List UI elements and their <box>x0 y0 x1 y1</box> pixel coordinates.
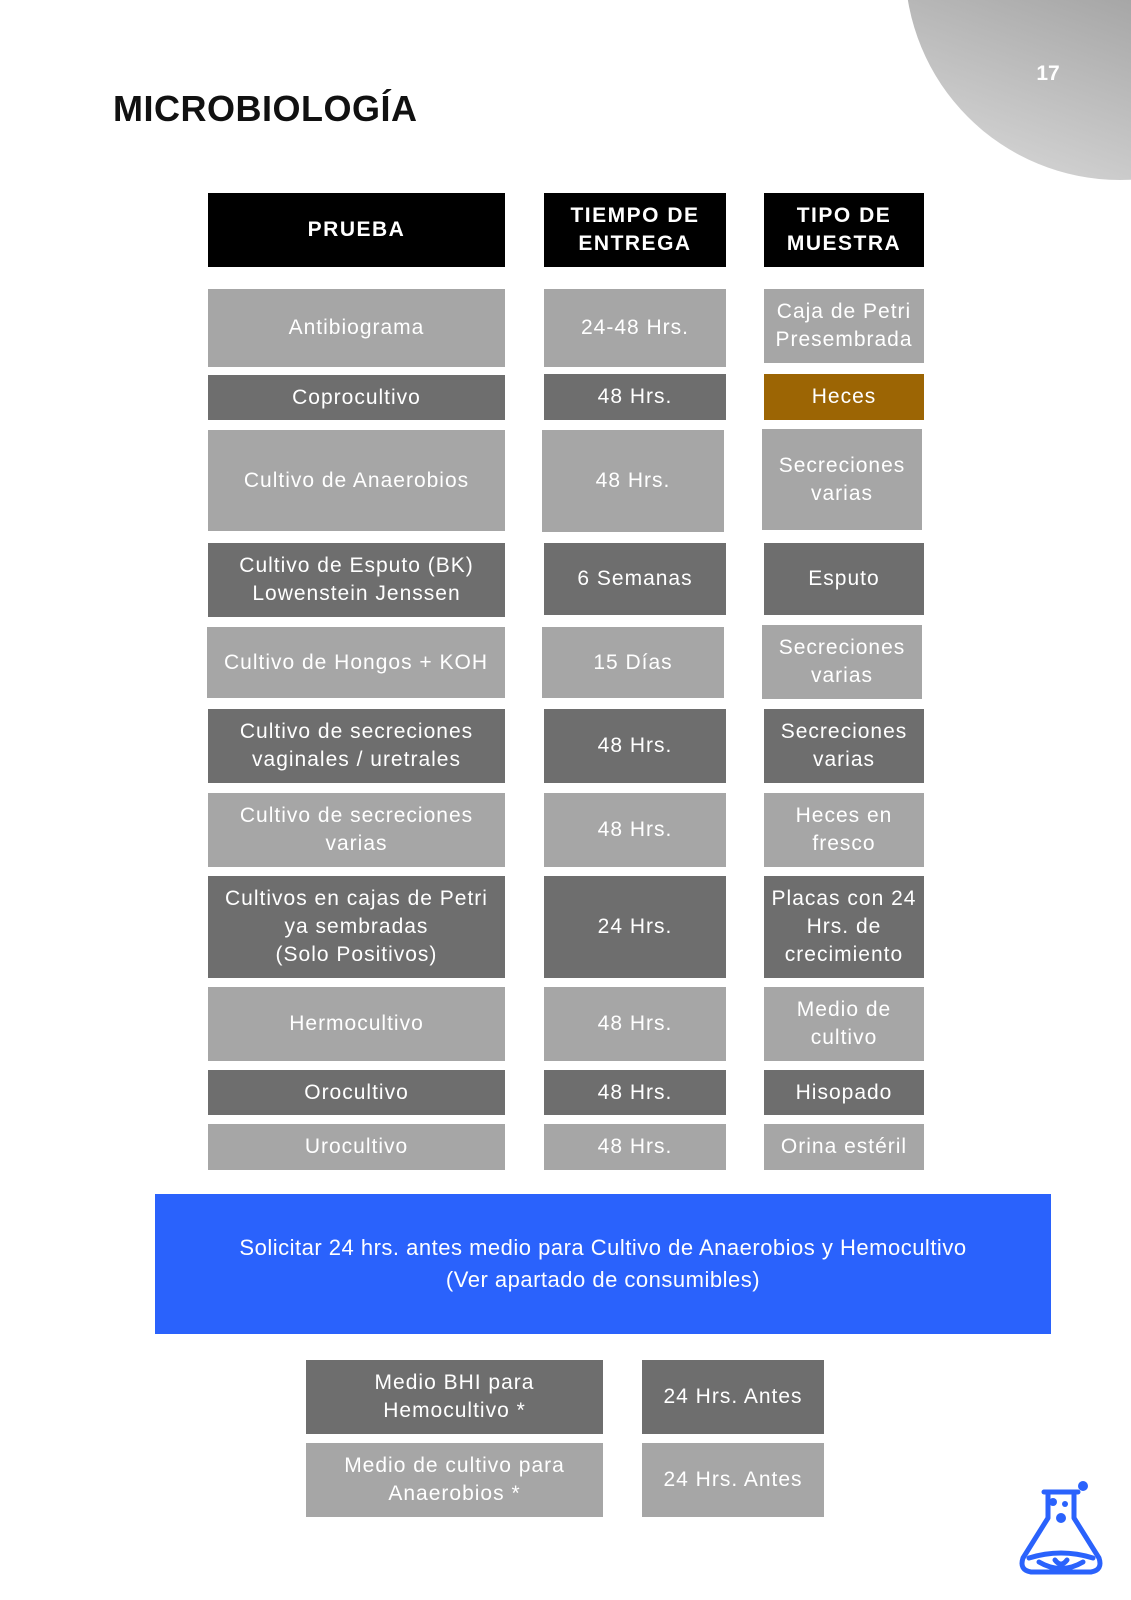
table-cell-muestra: Secreciones varias <box>762 625 922 699</box>
table-cell-prueba: Orocultivo <box>208 1070 505 1115</box>
consumable-tiempo: 24 Hrs. Antes <box>642 1443 824 1517</box>
table-cell-tiempo: 48 Hrs. <box>544 987 726 1061</box>
lab-flask-icon <box>1015 1478 1107 1580</box>
table-cell-muestra: Medio de cultivo <box>764 987 924 1061</box>
table-cell-muestra: Heces en fresco <box>764 793 924 867</box>
table-cell-prueba: Cultivo de secreciones vaginales / uretrales <box>208 709 505 783</box>
table-cell-muestra: Caja de Petri Presembrada <box>764 289 924 363</box>
table-cell-tiempo: 48 Hrs. <box>544 793 726 867</box>
table-cell-tiempo: 6 Semanas <box>544 543 726 615</box>
table-cell-prueba: Cultivo de Esputo (BK) Lowenstein Jenssen <box>208 543 505 617</box>
table-cell-prueba: Hermocultivo <box>208 987 505 1061</box>
table-cell-prueba: Cultivo de Hongos + KOH <box>207 627 505 698</box>
table-cell-tiempo: 48 Hrs. <box>544 374 726 420</box>
consumable-medio: Medio BHI para Hemocultivo * <box>306 1360 603 1434</box>
consumable-tiempo: 24 Hrs. Antes <box>642 1360 824 1434</box>
table-cell-tiempo: 48 Hrs. <box>542 430 724 532</box>
table-cell-muestra: Placas con 24 Hrs. de crecimiento <box>764 876 924 978</box>
table-cell-muestra: Secreciones varias <box>762 429 922 530</box>
table-cell-tiempo: 48 Hrs. <box>544 1124 726 1170</box>
table-cell-muestra: Hisopado <box>764 1070 924 1115</box>
table-cell-tiempo: 24 Hrs. <box>544 876 726 978</box>
table-cell-prueba: Antibiograma <box>208 289 505 367</box>
corner-decoration <box>905 0 1131 180</box>
table-cell-tiempo: 24-48 Hrs. <box>544 289 726 367</box>
page-title: MICROBIOLOGÍA <box>113 88 418 129</box>
table-cell-prueba: Coprocultivo <box>208 375 505 420</box>
table-cell-prueba: Cultivo de Anaerobios <box>208 430 505 531</box>
table-cell-muestra-heces: Heces <box>764 374 924 420</box>
table-cell-muestra: Esputo <box>764 543 924 615</box>
header-prueba: PRUEBA <box>208 193 505 267</box>
header-tiempo-entrega: TIEMPO DE ENTREGA <box>544 193 726 267</box>
table-cell-prueba: Cultivos en cajas de Petri ya sembradas (Solo Positivos) <box>208 876 505 978</box>
table-cell-muestra: Orina estéril <box>764 1124 924 1170</box>
table-cell-tiempo: 48 Hrs. <box>544 1070 726 1115</box>
table-cell-tiempo: 15 Días <box>542 627 724 698</box>
consumable-medio: Medio de cultivo para Anaerobios * <box>306 1443 603 1517</box>
table-cell-tiempo: 48 Hrs. <box>544 709 726 783</box>
header-tipo-muestra: TIPO DE MUESTRA <box>764 193 924 267</box>
table-cell-muestra: Secreciones varias <box>764 709 924 783</box>
notice-banner: Solicitar 24 hrs. antes medio para Cultivo de Anaerobios y Hemocultivo (Ver apartado de consumibles) <box>155 1194 1051 1334</box>
table-cell-prueba: Cultivo de secreciones varias <box>208 793 505 867</box>
table-cell-prueba: Urocultivo <box>208 1124 505 1170</box>
page-number: 17 <box>1036 62 1060 85</box>
